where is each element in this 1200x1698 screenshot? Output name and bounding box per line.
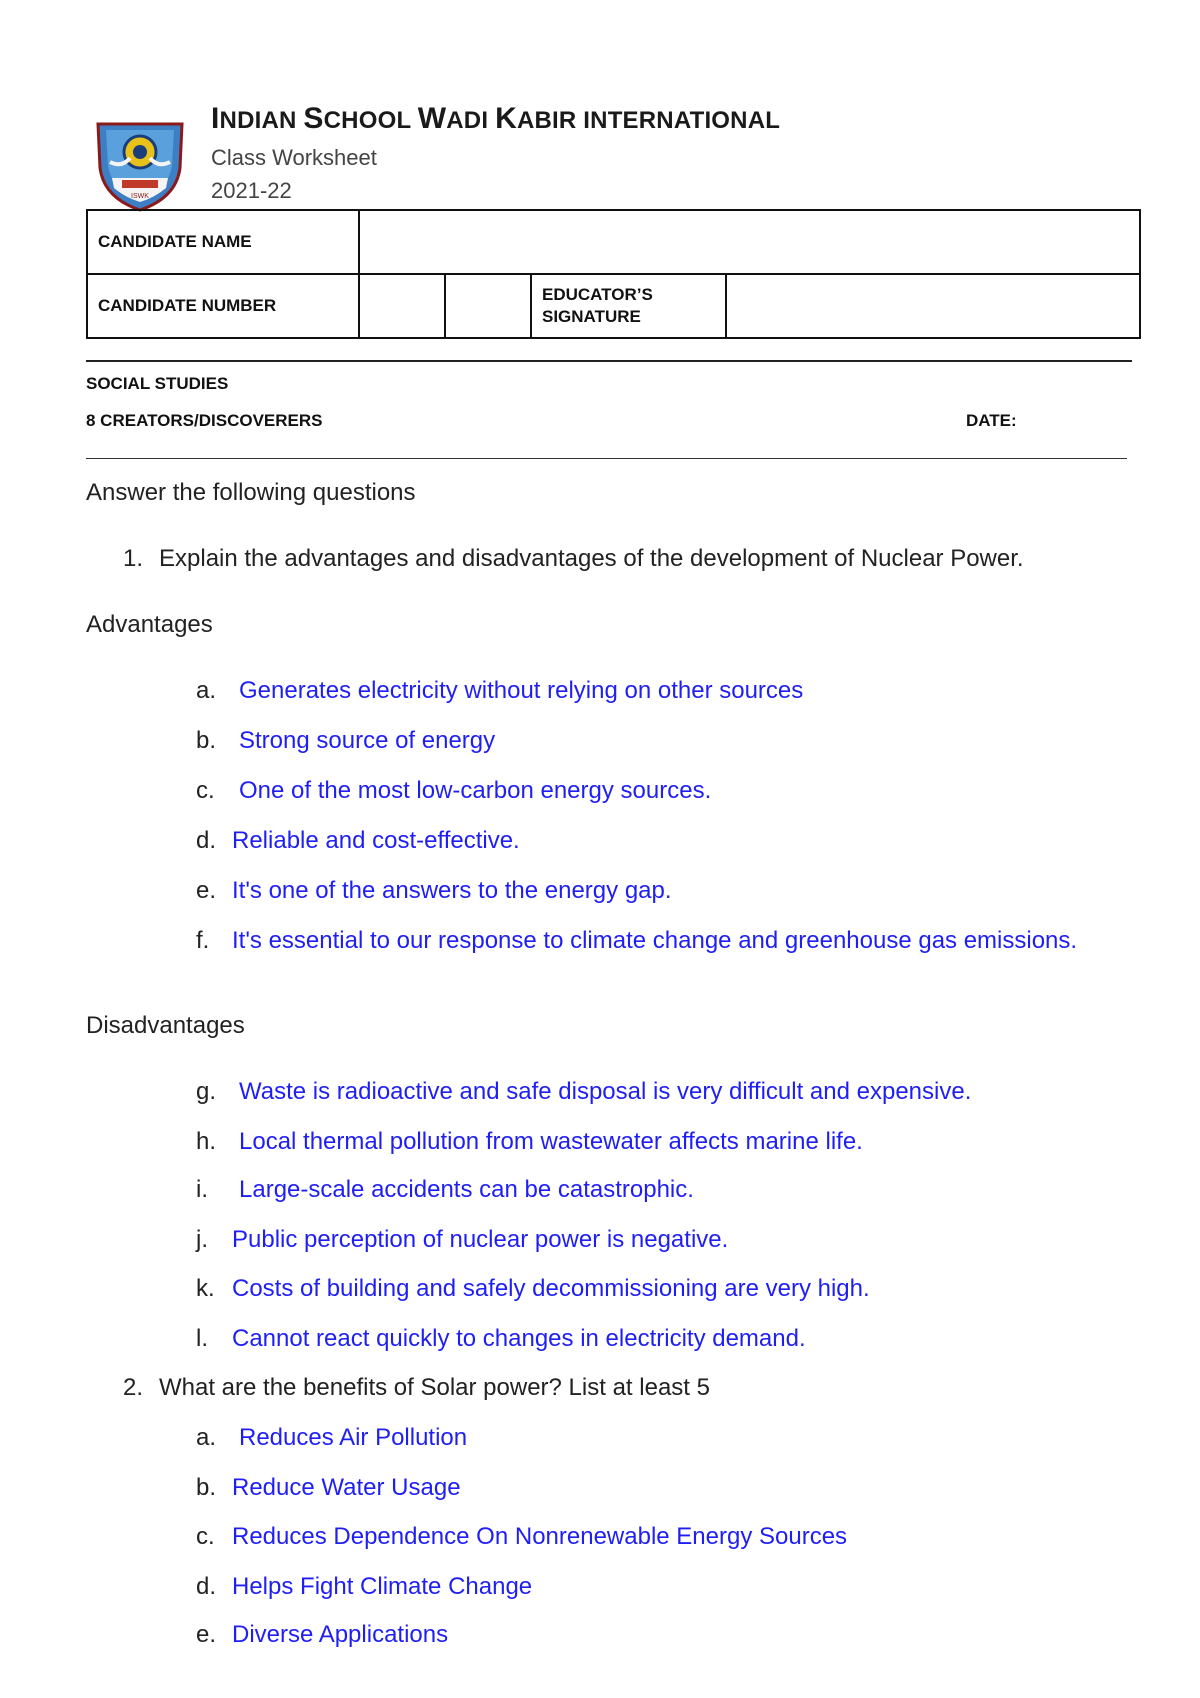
candidate-number-field-1[interactable] (359, 274, 445, 338)
question-2-text: What are the benefits of Solar power? List at least 5 (159, 1374, 710, 1401)
school-logo (92, 118, 188, 212)
candidate-number-field-2[interactable] (445, 274, 531, 338)
answer-text: Reliable and cost-effective. (232, 827, 520, 854)
candidate-name-field[interactable] (359, 210, 1140, 274)
list-item-letter: d. (196, 827, 217, 854)
answer-text: Reduces Dependence On Nonrenewable Energy Sources (232, 1523, 848, 1550)
answer-text: Reduce Water Usage (232, 1474, 461, 1501)
answer-text: Large-scale accidents can be catastrophic. (239, 1176, 694, 1203)
svg-text:ISWK: ISWK (131, 193, 149, 200)
answer-text: Strong source of energy (239, 727, 496, 754)
answer-text: Helps Fight Climate Change (232, 1573, 533, 1600)
header-divider (86, 360, 1132, 362)
list-item-letter: c. (196, 1523, 215, 1550)
candidate-number-label: CANDIDATE NUMBER (87, 274, 359, 338)
candidate-info-table (86, 209, 1141, 339)
answer-text: One of the most low-carbon energy sources. (239, 777, 712, 804)
question-1-number: 1. (123, 545, 144, 572)
list-item-letter: e. (196, 877, 217, 904)
subject-title: SOCIAL STUDIES (86, 374, 229, 393)
candidate-name-label: CANDIDATE NAME (87, 210, 359, 274)
answer-text: Reduces Air Pollution (239, 1424, 468, 1451)
answer-text: Generates electricity without relying on other sources (239, 677, 804, 704)
list-item-letter: c. (196, 777, 215, 804)
list-item-letter: f. (196, 927, 210, 954)
instructions: Answer the following questions (86, 479, 416, 506)
list-item-letter: e. (196, 1621, 217, 1648)
answer-text: It's one of the answers to the energy gap. (232, 877, 672, 904)
list-item-letter: b. (196, 727, 217, 754)
list-item-letter: b. (196, 1474, 217, 1501)
list-item-letter: k. (196, 1275, 215, 1302)
section-divider (86, 458, 1127, 459)
answer-text: Cannot react quickly to changes in electricity demand. (232, 1325, 806, 1352)
academic-year: 2021-22 (211, 178, 292, 203)
list-item-letter: a. (196, 677, 217, 704)
list-item-letter: i. (196, 1176, 208, 1203)
answer-text: Diverse Applications (232, 1621, 449, 1648)
educator-signature-label: EDUCATOR’S SIGNATURE (531, 274, 726, 338)
question-1-text: Explain the advantages and disadvantages of the development of Nuclear Power. (159, 545, 1024, 572)
answer-text: Local thermal pollution from wastewater affects marine life. (239, 1128, 863, 1155)
advantages-heading: Advantages (86, 611, 213, 638)
answer-text: It's essential to our response to climate change and greenhouse gas emissions. (232, 927, 1078, 954)
class-name: 8 CREATORS/DISCOVERERS (86, 411, 323, 430)
list-item-letter: h. (196, 1128, 217, 1155)
disadvantages-heading: Disadvantages (86, 1012, 245, 1039)
answer-text: Waste is radioactive and safe disposal is very difficult and expensive. (239, 1078, 972, 1105)
question-2-number: 2. (123, 1374, 144, 1401)
list-item-letter: j. (196, 1226, 208, 1253)
school-name: INDIAN SCHOOL WADI KABIR INTERNATIONAL (211, 102, 781, 135)
educator-signature-field[interactable] (726, 274, 1140, 338)
list-item-letter: l. (196, 1325, 208, 1352)
worksheet-subtitle: Class Worksheet (211, 145, 377, 170)
list-item-letter: g. (196, 1078, 217, 1105)
date-label: DATE: (966, 411, 1017, 430)
list-item-letter: a. (196, 1424, 217, 1451)
answer-text: Public perception of nuclear power is negative. (232, 1226, 729, 1253)
answer-text: Costs of building and safely decommissioning are very high. (232, 1275, 870, 1302)
list-item-letter: d. (196, 1573, 217, 1600)
